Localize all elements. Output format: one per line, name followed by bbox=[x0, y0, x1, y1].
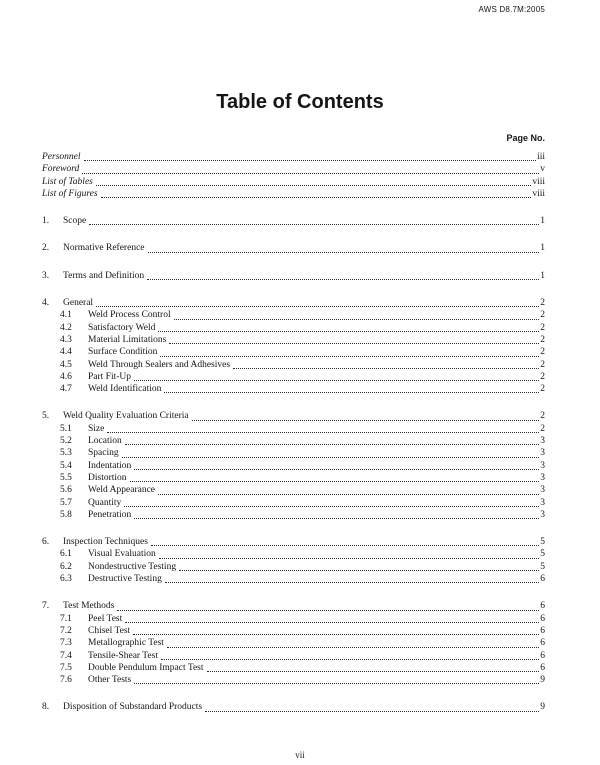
toc-subentry bbox=[42, 561, 545, 573]
toc-entry-number: 8. bbox=[42, 702, 50, 713]
toc-entry-page: iii bbox=[537, 152, 545, 162]
toc-subentry bbox=[42, 509, 545, 521]
dot-leader bbox=[160, 356, 539, 357]
dot-leader bbox=[147, 279, 539, 280]
toc-entry-label: Test Methods bbox=[63, 601, 115, 612]
toc-entry-page: 1 bbox=[540, 243, 545, 254]
toc-subentry bbox=[42, 613, 545, 625]
toc-entry-page: 6 bbox=[540, 662, 545, 673]
toc-subentry bbox=[42, 435, 545, 447]
toc-entry-label: Weld Quality Evaluation Criteria bbox=[63, 411, 189, 422]
toc-entry-number: 4.7 bbox=[60, 384, 72, 395]
toc-entry-number: 4.6 bbox=[60, 371, 72, 382]
toc-entry-page: 9 bbox=[540, 702, 545, 713]
toc-subentry bbox=[42, 334, 545, 346]
dot-leader bbox=[148, 252, 540, 253]
toc-entry-number: 5.1 bbox=[60, 423, 72, 434]
dot-leader bbox=[117, 610, 539, 611]
toc-section-group bbox=[42, 410, 545, 521]
toc-subentry bbox=[42, 383, 545, 395]
toc-entry-page: 2 bbox=[540, 411, 545, 422]
toc-entry-label: General bbox=[63, 298, 94, 309]
document-code-header: AWS D8.7M:2005 bbox=[478, 5, 545, 14]
toc-entry-page: 6 bbox=[540, 613, 545, 624]
dot-leader bbox=[158, 494, 539, 495]
toc-subentry bbox=[42, 674, 545, 686]
toc-entry-page: 2 bbox=[540, 359, 545, 370]
toc-entry-label: List of Figures bbox=[42, 188, 98, 199]
toc-entry-label: Location bbox=[88, 436, 122, 447]
toc-entry-label: Part Fit-Up bbox=[88, 371, 132, 382]
toc-entry-label: Metallographic Test bbox=[88, 638, 164, 649]
toc-entry-page: 3 bbox=[540, 436, 545, 447]
toc-entry-page: 3 bbox=[540, 497, 545, 508]
toc-entry-page: viii bbox=[532, 176, 545, 187]
toc-entry-label: Double Pendulum Impact Test bbox=[88, 662, 204, 673]
toc-subentry bbox=[42, 371, 545, 383]
toc-entry-page: 2 bbox=[540, 334, 545, 345]
toc-entry-number: 3. bbox=[42, 270, 50, 281]
toc-section-group bbox=[42, 215, 545, 227]
dot-leader bbox=[133, 634, 539, 635]
toc-entry-label: List of Tables bbox=[42, 176, 93, 187]
toc-entry-page: 5 bbox=[540, 537, 545, 548]
toc-subentry bbox=[42, 322, 545, 334]
toc-entry bbox=[42, 215, 545, 227]
toc-entry-number: 5.2 bbox=[60, 436, 72, 447]
toc-entry-number: 4.5 bbox=[60, 359, 72, 370]
toc-entry-page: 6 bbox=[540, 601, 545, 612]
toc-entry-label: Size bbox=[88, 423, 105, 434]
toc-entry-page: 2 bbox=[540, 298, 545, 309]
dot-leader bbox=[174, 319, 540, 320]
toc-subentry bbox=[42, 637, 545, 649]
dot-leader bbox=[134, 518, 539, 519]
toc-entry-number: 5.7 bbox=[60, 497, 72, 508]
toc-entry-page: 6 bbox=[540, 574, 545, 585]
page-title: Table of Contents bbox=[216, 91, 384, 113]
front-matter-entry bbox=[42, 163, 545, 175]
toc-entry-label: Peel Test bbox=[88, 613, 123, 624]
toc-entry-number: 4.3 bbox=[60, 334, 72, 345]
toc-entry-number: 7.5 bbox=[60, 662, 72, 673]
toc-entry-page: 3 bbox=[540, 448, 545, 459]
toc-entry bbox=[42, 410, 545, 422]
toc-entry-page: 6 bbox=[540, 625, 545, 636]
toc-section-group bbox=[42, 270, 545, 282]
toc-entry-label: Material Limitations bbox=[88, 334, 167, 345]
toc-section-group bbox=[42, 242, 545, 254]
toc-subentry bbox=[42, 650, 545, 662]
toc-entry-label: Inspection Techniques bbox=[63, 537, 148, 548]
toc-section-group bbox=[42, 297, 545, 395]
dot-leader bbox=[134, 469, 539, 470]
toc-entry-page: 2 bbox=[540, 322, 545, 333]
toc-entry-label: Weld Appearance bbox=[88, 485, 156, 496]
table-of-contents bbox=[42, 133, 545, 714]
toc-entry-number: 5.4 bbox=[60, 460, 72, 471]
toc-entry-number: 4.1 bbox=[60, 310, 72, 321]
toc-entry-page: 2 bbox=[540, 371, 545, 382]
toc-entry-label: Satisfactory Weld bbox=[88, 322, 156, 333]
dot-leader bbox=[207, 671, 540, 672]
dot-leader bbox=[125, 622, 539, 623]
toc-entry-page: viii bbox=[532, 188, 545, 199]
toc-entry-page: 6 bbox=[540, 638, 545, 649]
toc-entry-number: 6. bbox=[42, 537, 50, 548]
dot-leader bbox=[159, 558, 539, 559]
page-no-column-header: Page No. bbox=[506, 133, 545, 143]
toc-entry bbox=[42, 536, 545, 548]
toc-entry-label: Weld Process Control bbox=[88, 310, 171, 321]
dot-leader bbox=[167, 647, 539, 648]
toc-entry-label: Personnel bbox=[42, 152, 81, 162]
toc-entry bbox=[42, 270, 545, 282]
dot-leader bbox=[165, 582, 539, 583]
toc-entry-page: 1 bbox=[540, 216, 545, 227]
toc-entry-label: Tensile-Shear Test bbox=[88, 650, 158, 661]
toc-entry-label: Distortion bbox=[88, 472, 127, 483]
toc-entry-page: 1 bbox=[540, 270, 545, 281]
dot-leader bbox=[134, 380, 539, 381]
front-matter-entry bbox=[42, 176, 545, 188]
toc-entry-label: Weld Identification bbox=[88, 384, 162, 395]
toc-section-group bbox=[42, 600, 545, 686]
toc-subentry bbox=[42, 309, 545, 321]
dot-leader bbox=[107, 432, 539, 433]
dot-leader bbox=[134, 683, 539, 684]
toc-entry bbox=[42, 600, 545, 612]
toc-entry-label: Chisel Test bbox=[88, 625, 131, 636]
dot-leader bbox=[158, 331, 539, 332]
toc-subentry bbox=[42, 346, 545, 358]
toc-subentry bbox=[42, 573, 545, 585]
toc-entry-label: Surface Condition bbox=[88, 347, 158, 358]
toc-subentry bbox=[42, 662, 545, 674]
toc-subentry bbox=[42, 423, 545, 435]
toc-entry-number: 5.3 bbox=[60, 448, 72, 459]
toc-entry-label: Nondestructive Testing bbox=[88, 561, 177, 572]
toc-entry bbox=[42, 297, 545, 309]
toc-entry-page: 6 bbox=[540, 650, 545, 661]
toc-entry-number: 7.3 bbox=[60, 638, 72, 649]
toc-entry-label: Disposition of Substandard Products bbox=[63, 702, 203, 713]
toc-entry-page: 2 bbox=[540, 384, 545, 395]
toc-entry-label: Foreword bbox=[42, 164, 80, 175]
toc-entry-label: Terms and Definition bbox=[63, 270, 145, 281]
dot-leader bbox=[84, 160, 537, 161]
toc-section-group bbox=[42, 701, 545, 713]
toc-entry-number: 7. bbox=[42, 601, 50, 612]
toc-entry-number: 7.1 bbox=[60, 613, 72, 624]
dot-leader bbox=[125, 444, 539, 445]
toc-entry-number: 4.2 bbox=[60, 322, 72, 333]
toc-entry-number: 7.2 bbox=[60, 625, 72, 636]
toc-entry-label: Weld Through Sealers and Adhesives bbox=[88, 359, 231, 370]
toc-entry-number: 5.8 bbox=[60, 509, 72, 520]
dot-leader bbox=[179, 570, 539, 571]
toc-subentry bbox=[42, 447, 545, 459]
dot-leader bbox=[151, 545, 539, 546]
toc-entry-page: 2 bbox=[540, 423, 545, 434]
toc-entry-label: Visual Evaluation bbox=[88, 549, 156, 560]
toc-subentry bbox=[42, 548, 545, 560]
toc-entry-number: 4.4 bbox=[60, 347, 72, 358]
dot-leader bbox=[233, 368, 539, 369]
dot-leader bbox=[205, 711, 539, 712]
toc-subentry bbox=[42, 460, 545, 472]
dot-leader bbox=[161, 659, 539, 660]
toc-entry-label: Normative Reference bbox=[63, 243, 145, 254]
front-matter-entry bbox=[42, 188, 545, 200]
toc-entry-number: 6.1 bbox=[60, 549, 72, 560]
section-list bbox=[42, 215, 545, 714]
toc-entry bbox=[42, 242, 545, 254]
toc-entry-number: 7.4 bbox=[60, 650, 72, 661]
toc-entry-page: 3 bbox=[540, 485, 545, 496]
toc-subentry bbox=[42, 484, 545, 496]
toc-entry-number: 2. bbox=[42, 243, 50, 254]
toc-entry-number: 6.3 bbox=[60, 574, 72, 585]
dot-leader bbox=[169, 343, 539, 344]
front-matter-entry bbox=[42, 151, 545, 163]
toc-entry-page: 2 bbox=[540, 347, 545, 358]
dot-leader bbox=[101, 197, 532, 198]
toc-entry-number: 6.2 bbox=[60, 561, 72, 572]
toc-entry bbox=[42, 701, 545, 713]
toc-entry-page: 5 bbox=[540, 561, 545, 572]
dot-leader bbox=[192, 420, 540, 421]
dot-leader bbox=[164, 392, 539, 393]
toc-entry-page: 5 bbox=[540, 549, 545, 560]
dot-leader bbox=[124, 506, 539, 507]
toc-entry-page: 2 bbox=[540, 310, 545, 321]
toc-entry-page: v bbox=[540, 164, 545, 175]
toc-entry-label: Quantity bbox=[88, 497, 122, 508]
toc-subentry bbox=[42, 472, 545, 484]
dot-leader bbox=[122, 457, 540, 458]
toc-entry-number: 5.5 bbox=[60, 472, 72, 483]
toc-entry-label: Other Tests bbox=[88, 675, 132, 686]
toc-entry-page: 3 bbox=[540, 460, 545, 471]
toc-entry-page: 3 bbox=[540, 509, 545, 520]
dot-leader bbox=[82, 173, 539, 174]
dot-leader bbox=[96, 185, 531, 186]
toc-entry-label: Spacing bbox=[88, 448, 119, 459]
toc-subentry bbox=[42, 497, 545, 509]
toc-entry-number: 4. bbox=[42, 298, 50, 309]
toc-entry-label: Penetration bbox=[88, 509, 132, 520]
toc-subentry bbox=[42, 359, 545, 371]
toc-entry-number: 1. bbox=[42, 216, 50, 227]
toc-entry-label: Indentation bbox=[88, 460, 132, 471]
toc-entry-number: 5.6 bbox=[60, 485, 72, 496]
toc-subentry bbox=[42, 625, 545, 637]
dot-leader bbox=[89, 224, 539, 225]
toc-entry-page: 9 bbox=[540, 675, 545, 686]
toc-entry-label: Scope bbox=[63, 216, 87, 227]
toc-section-group bbox=[42, 536, 545, 585]
toc-entry-page: 3 bbox=[540, 472, 545, 483]
page-number-footer: vii bbox=[295, 750, 305, 760]
toc-entry-number: 5. bbox=[42, 411, 50, 422]
dot-leader bbox=[130, 481, 540, 482]
toc-entry-number: 7.6 bbox=[60, 675, 72, 686]
dot-leader bbox=[96, 306, 539, 307]
toc-entry-label: Destructive Testing bbox=[88, 574, 162, 585]
front-matter-list bbox=[42, 151, 545, 200]
